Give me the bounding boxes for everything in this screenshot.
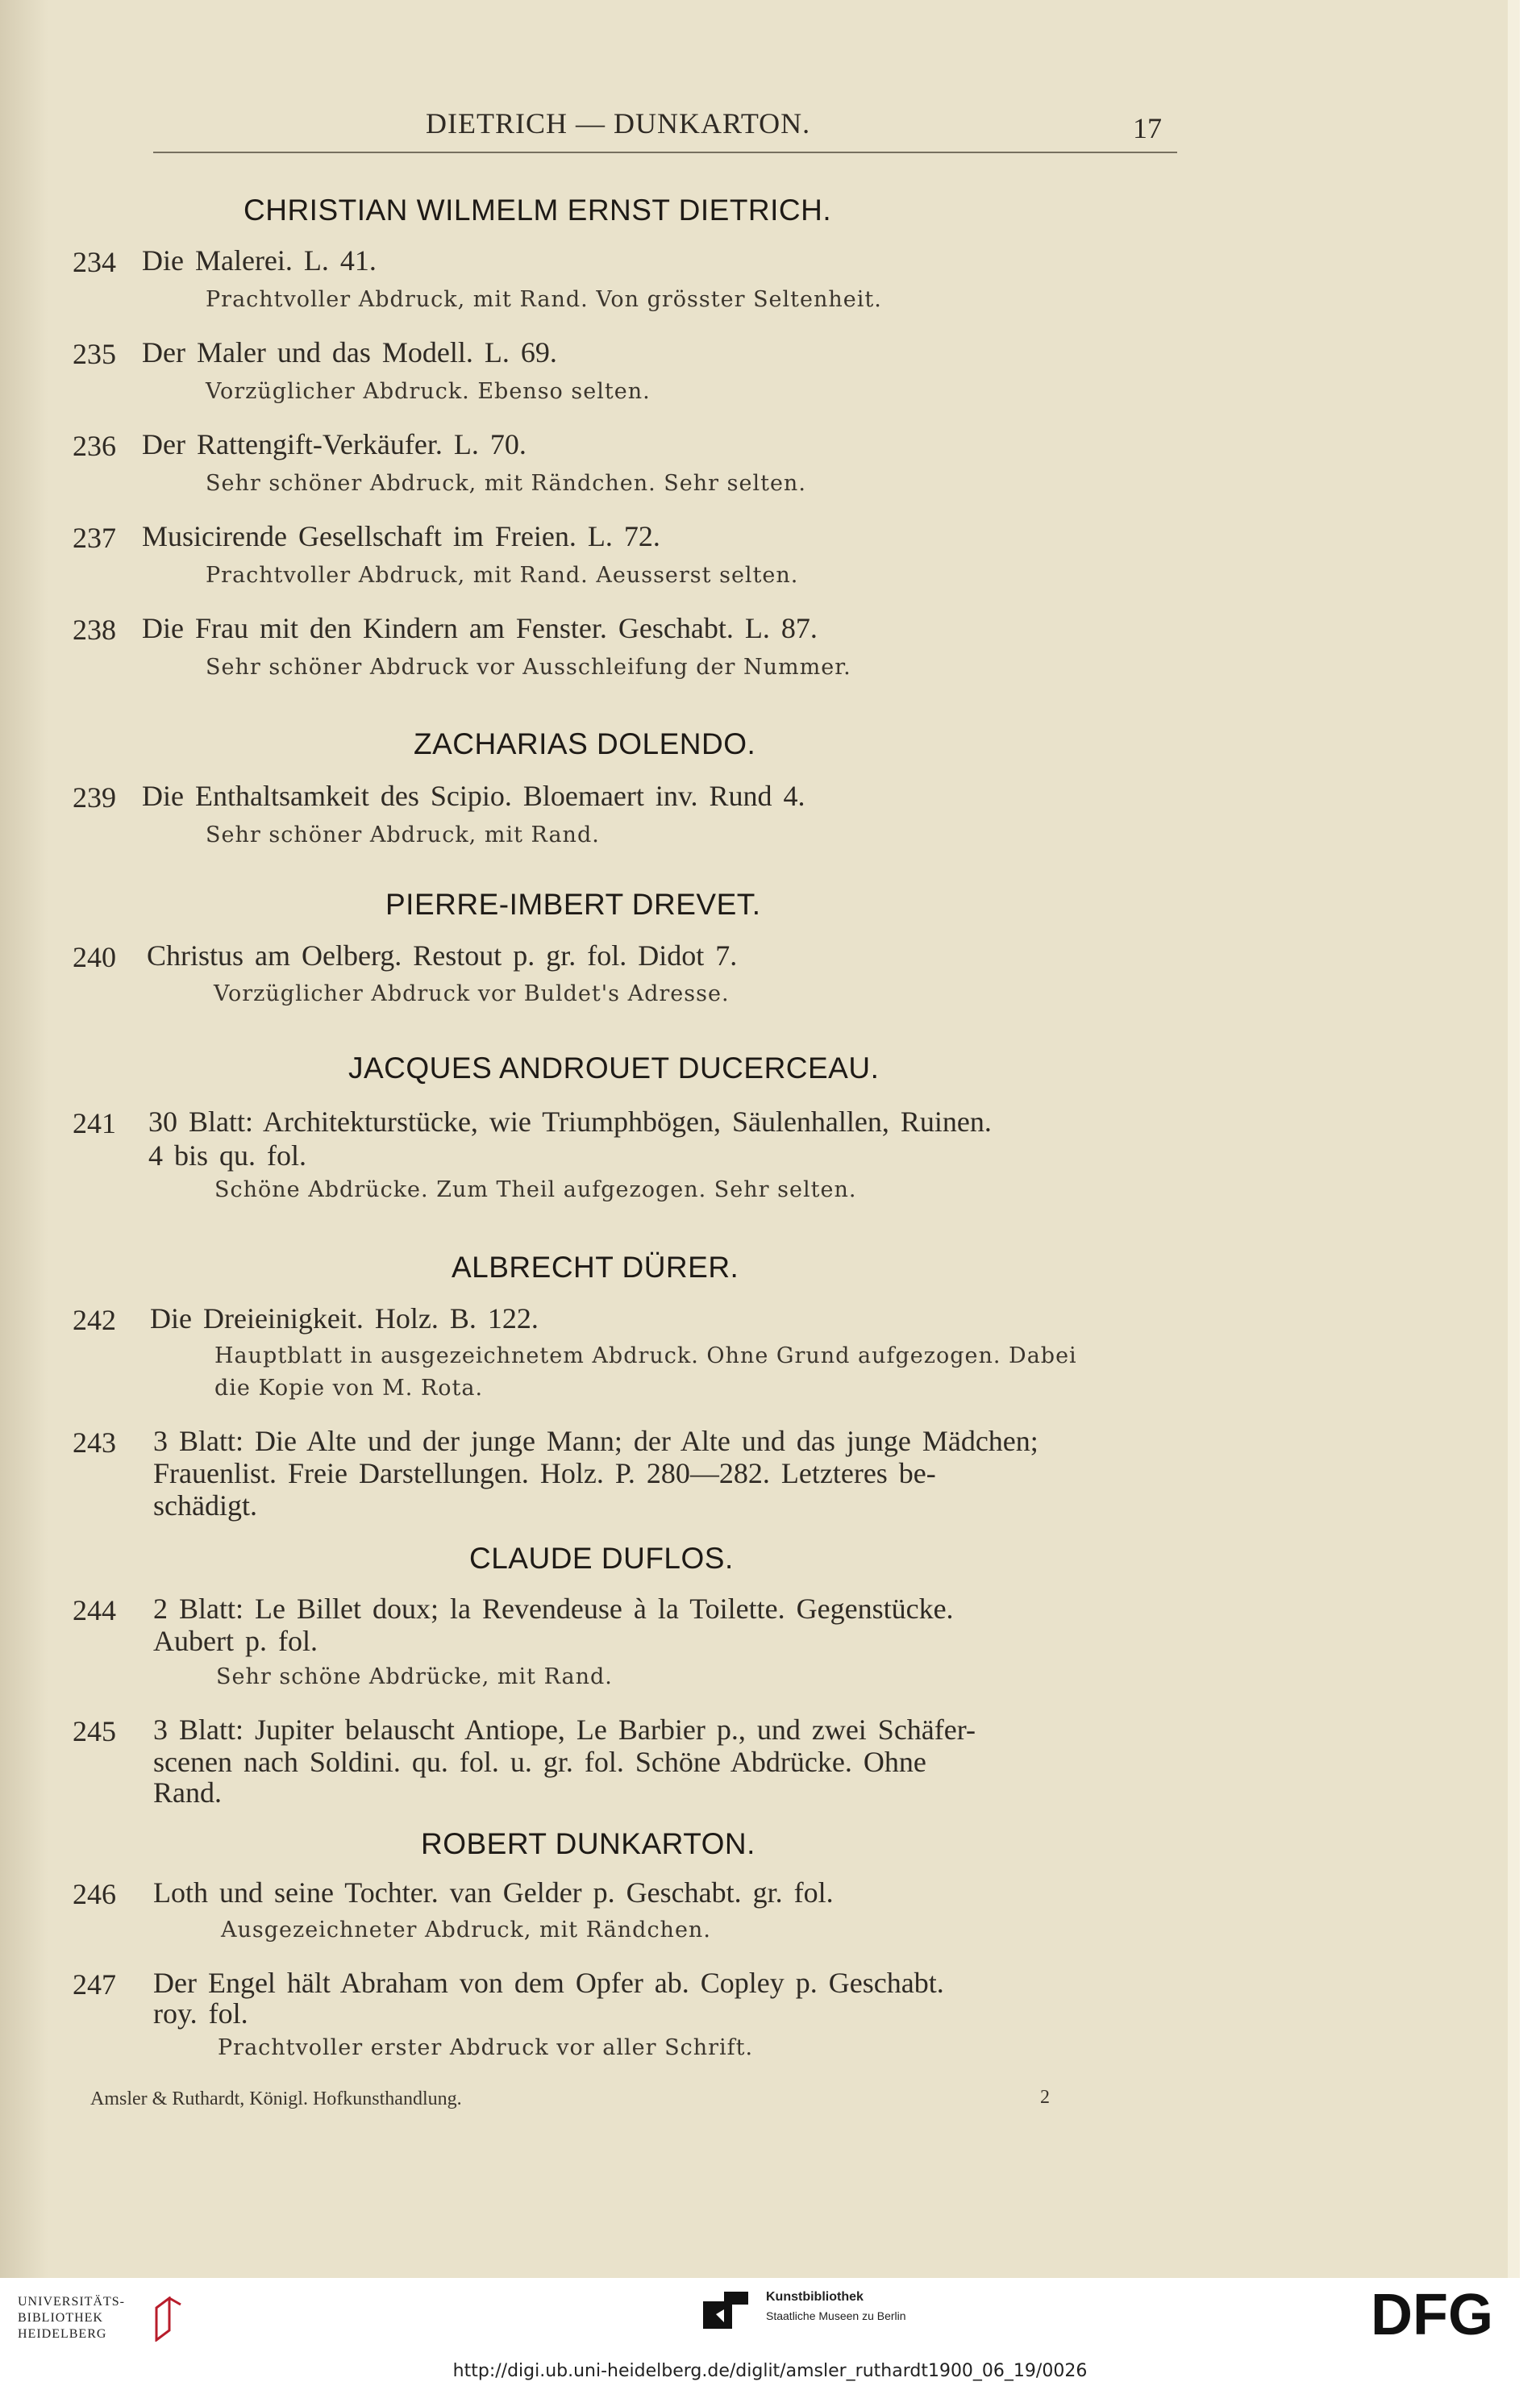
entry-note: Vorzüglicher Abdruck vor Buldet's Adresse. xyxy=(214,981,730,1006)
entry-note: Sehr schöne Abdrücke, mit Rand. xyxy=(216,1664,613,1689)
entry-title: 30 Blatt: Architekturstücke, wie Triumphbögen, Säulenhallen, Ruinen. xyxy=(148,1106,992,1138)
entry-title: 3 Blatt: Die Alte und der junge Mann; der Alte und das junge Mädchen; xyxy=(153,1425,1038,1457)
entry-note-continued: die Kopie von M. Rota. xyxy=(214,1376,484,1401)
dfg-logo-text: DFG xyxy=(1371,2286,1493,2342)
header-rule xyxy=(153,152,1177,153)
entry-note: Prachtvoller Abdruck, mit Rand. Von grösster Seltenheit. xyxy=(206,287,882,312)
entry-title-continued: 4 bis qu. fol. xyxy=(148,1139,307,1172)
uni-heidelberg-logo[interactable] xyxy=(18,2294,125,2342)
entry-number: 246 xyxy=(73,1878,116,1910)
page-number: 17 xyxy=(1133,112,1162,144)
section-heading: CLAUDE DUFLOS. xyxy=(469,1542,734,1575)
entry-title: Die Malerei. L. 41. xyxy=(142,244,377,277)
entry-number: 240 xyxy=(73,941,116,973)
entry-number: 245 xyxy=(73,1715,116,1747)
uni-heidelberg-mark-icon xyxy=(153,2296,182,2342)
section-heading: JACQUES ANDROUET DUCERCEAU. xyxy=(348,1051,880,1085)
entry-title: 3 Blatt: Jupiter belauscht Antiope, Le Barbier p., und zwei Schäfer- xyxy=(153,1714,976,1746)
entry-number: 237 xyxy=(73,522,116,554)
dfg-logo-icon[interactable] xyxy=(1371,2286,1516,2342)
running-head: DIETRICH — DUNKARTON. xyxy=(426,107,811,139)
entry-number: 242 xyxy=(73,1304,116,1336)
entry-title-continued: Aubert p. fol. xyxy=(153,1625,318,1657)
entry-title: Der Maler und das Modell. L. 69. xyxy=(142,336,557,369)
entry-title: Der Rattengift-Verkäufer. L. 70. xyxy=(142,428,527,460)
entry-title: Christus am Oelberg. Restout p. gr. fol. Didot 7. xyxy=(147,939,738,972)
entry-title: Die Enthaltsamkeit des Scipio. Bloemaert inv. Rund 4. xyxy=(142,780,805,812)
entry-number: 243 xyxy=(73,1426,116,1459)
entry-title: Die Frau mit den Kindern am Fenster. Geschabt. L. 87. xyxy=(142,612,818,644)
entry-title: Der Engel hält Abraham von dem Opfer ab. Copley p. Geschabt. xyxy=(153,1967,944,1999)
kunstbibliothek-logo-icon[interactable] xyxy=(701,2290,750,2330)
section-heading: ZACHARIAS DOLENDO. xyxy=(414,727,756,760)
publisher-footer: Amsler & Ruthardt, Königl. Hofkunsthandlung. xyxy=(90,2088,462,2109)
entry-title-continued: scenen nach Soldini. qu. fol. u. gr. fol. Schöne Abdrücke. Ohne xyxy=(153,1746,926,1778)
entry-note: Sehr schöner Abdruck, mit Rand. xyxy=(206,822,600,847)
entry-number: 235 xyxy=(73,338,116,370)
uni-logo-line: UNIVERSITÄTS- xyxy=(18,2295,125,2309)
entry-title-continued: roy. fol. xyxy=(153,1997,248,2030)
entry-number: 241 xyxy=(73,1107,116,1139)
entry-number: 236 xyxy=(73,430,116,462)
entry-title: 2 Blatt: Le Billet doux; la Revendeuse à la Toilette. Gegenstücke. xyxy=(153,1593,954,1625)
kb-name: Kunstbibliothek xyxy=(766,2290,864,2304)
entry-note: Sehr schöner Abdruck vor Ausschleifung der Nummer. xyxy=(206,655,851,680)
entry-title-continued: schädigt. xyxy=(153,1489,257,1522)
entry-number: 247 xyxy=(73,1968,116,2001)
entry-title: Loth und seine Tochter. van Gelder p. Geschabt. gr. fol. xyxy=(153,1876,834,1909)
entry-number: 239 xyxy=(73,781,116,814)
source-url[interactable]: http://digi.ub.uni-heidelberg.de/diglit/amsler_ruthardt1900_06_19/0026 xyxy=(452,2361,1088,2381)
kb-subtitle: Staatliche Museen zu Berlin xyxy=(766,2309,906,2322)
section-heading: ALBRECHT DÜRER. xyxy=(452,1251,739,1284)
section-heading: PIERRE-IMBERT DREVET. xyxy=(385,888,761,921)
entry-number: 234 xyxy=(73,246,116,278)
section-heading: ROBERT DUNKARTON. xyxy=(421,1827,755,1860)
entry-number: 244 xyxy=(73,1594,116,1626)
entry-note: Ausgezeichneter Abdruck, mit Rändchen. xyxy=(221,1918,711,1943)
entry-title-continued: Rand. xyxy=(153,1776,222,1809)
entry-title: Musicirende Gesellschaft im Freien. L. 72. xyxy=(142,520,660,552)
uni-logo-line: BIBLIOTHEK xyxy=(18,2311,103,2325)
uni-logo-line: HEIDELBERG xyxy=(18,2327,107,2341)
entry-note: Schöne Abdrücke. Zum Theil aufgezogen. Sehr selten. xyxy=(214,1177,857,1202)
page-edge xyxy=(1508,0,1520,2278)
page-binding-shadow xyxy=(0,0,48,2278)
entry-note: Sehr schöner Abdruck, mit Rändchen. Sehr selten. xyxy=(206,471,806,496)
entry-number: 238 xyxy=(73,614,116,646)
entry-note: Prachtvoller erster Abdruck vor aller Schrift. xyxy=(218,2035,754,2060)
entry-title-continued: Frauenlist. Freie Darstellungen. Holz. P. 280—282. Letzteres be- xyxy=(153,1457,936,1489)
entry-note: Hauptblatt in ausgezeichnetem Abdruck. Ohne Grund aufgezogen. Dabei xyxy=(214,1343,1077,1368)
signature-mark: 2 xyxy=(1040,2087,1050,2108)
entry-note: Vorzüglicher Abdruck. Ebenso selten. xyxy=(206,379,651,404)
section-heading: CHRISTIAN WILMELM ERNST DIETRICH. xyxy=(243,194,832,227)
entry-title: Die Dreieinigkeit. Holz. B. 122. xyxy=(150,1302,539,1335)
kunstbibliothek-text xyxy=(766,2290,906,2322)
entry-note: Prachtvoller Abdruck, mit Rand. Aeusserst selten. xyxy=(206,563,799,588)
